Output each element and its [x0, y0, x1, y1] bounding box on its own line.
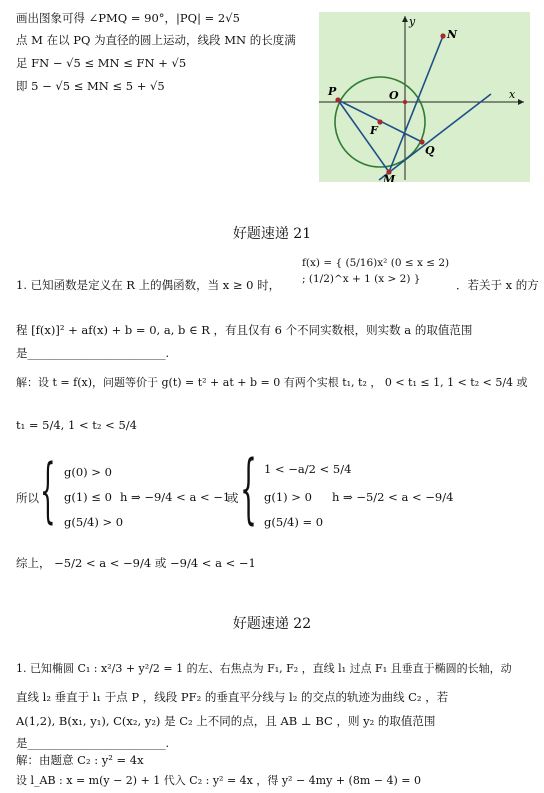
- text-line: 即 5 − √5 ≤ MN ≤ 5 + √5: [16, 79, 165, 93]
- point-n: [440, 33, 445, 38]
- label-q: Q: [425, 144, 435, 157]
- solution-22-line: 设 l_AB : x = m(y − 2) + 1 代入 C₂ : y² = 4x ，得 y² − 4my + (8m − 4) = 0: [16, 774, 421, 787]
- line-mq-extended: [379, 94, 491, 180]
- text-line: 画出图象可得 ∠PMQ = 90°，|PQ| = 2√5: [16, 11, 240, 25]
- section-title-21: 好题速递 21: [232, 226, 312, 242]
- problem-22-line: 直线 l₂ 垂直于 l₁ 于点 P ，线段 PF₂ 的垂直平分线与 l₂ 的交点的轨迹为曲线 C₂ ，若: [16, 690, 449, 704]
- solution-22-line: 解：由题意 C₂ : y² = 4x: [16, 753, 144, 767]
- case1-cond: g(1) ≤ 0: [64, 490, 112, 504]
- case-or: 或: [227, 491, 239, 505]
- piecewise-function: [302, 255, 452, 307]
- text-line: 点 M 在以 PQ 为直径的圆上运动，线段 MN 的长度满: [16, 33, 296, 47]
- brace-right: {: [240, 443, 257, 532]
- text-line: 足 FN − √5 ≤ MN ≤ FN + √5: [16, 56, 187, 70]
- case2-cond: g(5/4) = 0: [264, 515, 324, 529]
- case-prefix: 所以: [16, 491, 39, 505]
- label-o: O: [389, 89, 399, 102]
- case1-cond: g(0) > 0: [64, 465, 112, 479]
- solution-21-line: 解：设 t = f(x)，问题等价于 g(t) = t² + at + b = 0 有两个实根 t₁, t₂ ， 0 < t₁ ≤ 1, 1 < t₂ < 5/4 或: [16, 376, 528, 389]
- conclusion-21: 综上， −5/2 < a < −9/4 或 −9/4 < a < −1: [16, 556, 256, 570]
- figure-svg: [319, 12, 530, 182]
- point-q: [419, 139, 424, 144]
- problem-21-tail: ．若关于 x 的方: [456, 278, 539, 292]
- line-pm: [338, 100, 389, 172]
- solution-21-line: t₁ = 5/4, 1 < t₂ < 5/4: [16, 418, 137, 432]
- point-o: [403, 100, 407, 104]
- problem-22-line: A(1,2), B(x₁, y₁), C(x₂, y₂) 是 C₂ 上不同的点，且 AB ⊥ BC ，则 y₂ 的取值范围: [16, 714, 436, 728]
- case2-result: h ⇒ −5/2 < a < −9/4: [332, 490, 454, 504]
- label-m: M: [383, 173, 396, 182]
- problem-21-line: 程 [f(x)]² + af(x) + b = 0, a, b ∈ R ，有且仅有 6 个不同实数根，则实数 a 的取值范围: [16, 323, 473, 337]
- problem-21-blank: 是________________________.: [16, 346, 170, 360]
- case2-cond: 1 < −a/2 < 5/4: [264, 462, 352, 476]
- case1-result: h ⇒ −9/4 < a < −1: [120, 490, 231, 504]
- label-n: N: [447, 28, 458, 41]
- piecewise-function-text: f(x) = { (5/16)x² (0 ≤ x ≤ 2) ; (1/2)^x + 1 (x > 2) }: [302, 257, 450, 285]
- section-title-22: 好题速递 22: [232, 616, 312, 632]
- point-f: [377, 119, 382, 124]
- case2-cond: g(1) > 0: [264, 490, 312, 504]
- geometry-figure: [319, 12, 530, 182]
- label-y: y: [409, 15, 416, 28]
- brace-left: {: [40, 449, 56, 531]
- label-p: P: [328, 85, 337, 98]
- label-x: x: [509, 88, 516, 101]
- problem-22-line: 1. 已知椭圆 C₁ : x²/3 + y²/2 = 1 的左、右焦点为 F₁, F₂ ，直线 l₁ 过点 F₁ 且垂直于椭圆的长轴，动: [16, 662, 512, 675]
- label-f: F: [370, 124, 378, 137]
- problem-21-intro: 1. 已知函数是定义在 R 上的偶函数，当 x ≥ 0 时，: [16, 278, 281, 292]
- case1-cond: g(5/4) > 0: [64, 515, 124, 529]
- point-p: [335, 97, 340, 102]
- problem-22-blank: 是________________________.: [16, 736, 170, 750]
